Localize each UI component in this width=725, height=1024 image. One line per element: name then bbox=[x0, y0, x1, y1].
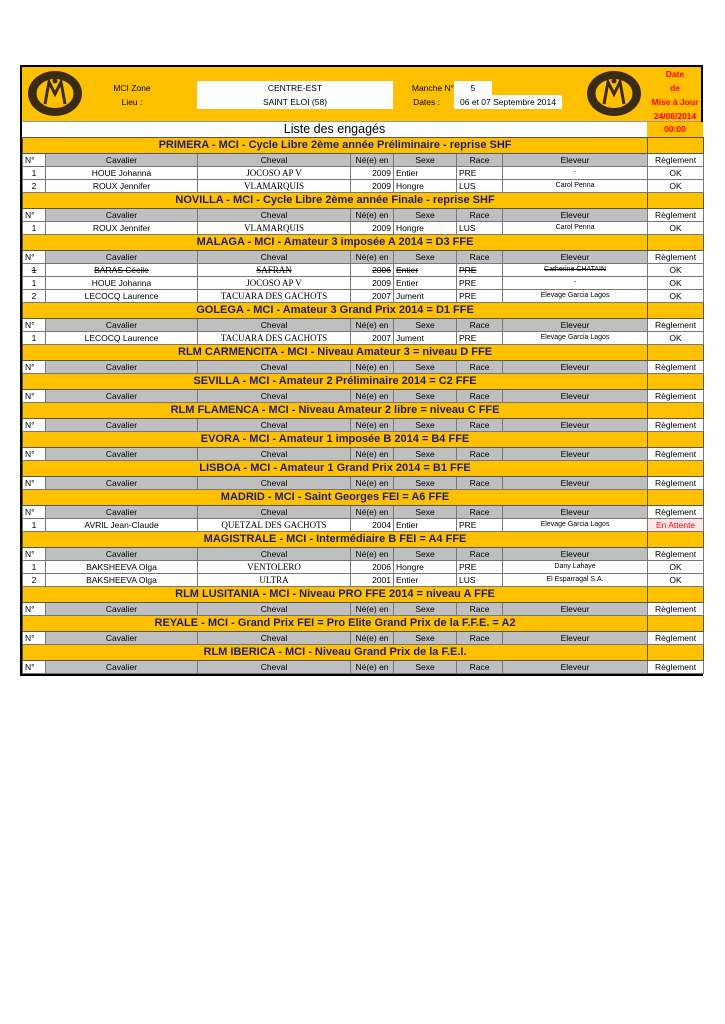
column-header-eleveur: Eleveur bbox=[503, 319, 648, 332]
table-row bbox=[23, 222, 704, 235]
horse-name: JOCOSO AP V bbox=[198, 277, 351, 290]
section-title: RLM IBERICA - MCI - Niveau Grand Prix de la F.E.I. bbox=[23, 645, 648, 661]
payment-status: En Attente bbox=[648, 519, 704, 532]
horse-breed: PRE bbox=[457, 167, 503, 180]
column-header-race: Race bbox=[457, 603, 503, 616]
section-title: RLM LUSITANIA - MCI - Niveau PRO FFE 2014 = niveau A FFE bbox=[23, 587, 648, 603]
section-title-corner bbox=[648, 645, 704, 661]
right-logo-emblem bbox=[586, 70, 642, 117]
lieu-value: SAINT ELOI (58) bbox=[197, 95, 393, 109]
column-header-eleveur: Eleveur bbox=[503, 448, 648, 461]
horse-sex: Entier bbox=[394, 167, 457, 180]
column-header-reglement: Règlement bbox=[648, 209, 704, 222]
section-title-row bbox=[23, 303, 704, 319]
breeder-name: Dany Lahaye bbox=[503, 561, 648, 574]
column-header-cheval: Cheval bbox=[198, 419, 351, 432]
column-header-eleveur: Eleveur bbox=[503, 477, 648, 490]
birth-year: 2001 bbox=[351, 574, 394, 587]
column-header-reglement: Règlement bbox=[648, 448, 704, 461]
section-title-corner bbox=[648, 461, 704, 477]
horse-breed: LUS bbox=[457, 574, 503, 587]
section-title-corner bbox=[648, 616, 704, 632]
section-title-corner bbox=[648, 490, 704, 506]
column-header-cavalier: Cavalier bbox=[46, 632, 198, 645]
rider-name: HOUE Johanna bbox=[46, 167, 198, 180]
column-header-cavalier: Cavalier bbox=[46, 548, 198, 561]
section-title-corner bbox=[648, 345, 704, 361]
entry-number: 1 bbox=[23, 277, 46, 290]
column-header-ne: Né(e) en bbox=[351, 448, 394, 461]
column-header-race: Race bbox=[457, 506, 503, 519]
table-row bbox=[23, 561, 704, 574]
section-title-row bbox=[23, 403, 704, 419]
column-header-sexe: Sexe bbox=[394, 209, 457, 222]
section-title: EVORA - MCI - Amateur 1 imposée B 2014 = B4 FFE bbox=[23, 432, 648, 448]
column-header-row bbox=[23, 419, 704, 432]
payment-status: OK bbox=[648, 277, 704, 290]
section-title: NOVILLA - MCI - Cycle Libre 2ème année Finale - reprise SHF bbox=[23, 193, 648, 209]
column-header-ne: Né(e) en bbox=[351, 603, 394, 616]
column-header-num: N° bbox=[23, 632, 46, 645]
manche-label: Manche N° bbox=[411, 83, 454, 93]
update-time: 00:00 bbox=[647, 122, 703, 137]
column-header-cavalier: Cavalier bbox=[46, 419, 198, 432]
column-header-num: N° bbox=[23, 661, 46, 674]
entry-number: 1 bbox=[23, 222, 46, 235]
update-date: 24/08/2014 bbox=[653, 111, 697, 121]
update-label-3: Mise à Jour bbox=[651, 97, 699, 107]
section-title-row bbox=[23, 345, 704, 361]
horse-breed: PRE bbox=[457, 519, 503, 532]
column-header-ne: Né(e) en bbox=[351, 477, 394, 490]
column-header-cheval: Cheval bbox=[198, 477, 351, 490]
horse-sex: Hongre bbox=[394, 561, 457, 574]
section-title: LISBOA - MCI - Amateur 1 Grand Prix 2014 = B1 FFE bbox=[23, 461, 648, 477]
column-header-eleveur: Eleveur bbox=[503, 603, 648, 616]
column-header-cavalier: Cavalier bbox=[46, 390, 198, 403]
column-header-eleveur: Eleveur bbox=[503, 361, 648, 374]
breeder-name: El Esparragal S.A. bbox=[503, 574, 648, 587]
column-header-row bbox=[23, 251, 704, 264]
section-title: GOLEGA - MCI - Amateur 3 Grand Prix 2014 = D1 FFE bbox=[23, 303, 648, 319]
table-row bbox=[23, 332, 704, 345]
column-header-num: N° bbox=[23, 390, 46, 403]
column-header-sexe: Sexe bbox=[394, 632, 457, 645]
column-header-num: N° bbox=[23, 548, 46, 561]
column-header-cheval: Cheval bbox=[198, 548, 351, 561]
column-header-num: N° bbox=[23, 361, 46, 374]
section-title: SEVILLA - MCI - Amateur 2 Préliminaire 2014 = C2 FFE bbox=[23, 374, 648, 390]
column-header-ne: Né(e) en bbox=[351, 632, 394, 645]
column-header-race: Race bbox=[457, 154, 503, 167]
column-header-sexe: Sexe bbox=[394, 661, 457, 674]
column-header-cavalier: Cavalier bbox=[46, 603, 198, 616]
table-row bbox=[23, 574, 704, 587]
payment-status: OK bbox=[648, 332, 704, 345]
section-title-row bbox=[23, 461, 704, 477]
horse-sex: Entier bbox=[394, 574, 457, 587]
column-header-reglement: Règlement bbox=[648, 419, 704, 432]
column-header-cheval: Cheval bbox=[198, 506, 351, 519]
column-header-sexe: Sexe bbox=[394, 319, 457, 332]
column-header-race: Race bbox=[457, 661, 503, 674]
column-header-ne: Né(e) en bbox=[351, 319, 394, 332]
left-logo-emblem bbox=[27, 70, 83, 117]
entry-number: 2 bbox=[23, 290, 46, 303]
sheet-header bbox=[22, 67, 701, 121]
table-row bbox=[23, 167, 704, 180]
column-header-cheval: Cheval bbox=[198, 154, 351, 167]
horse-sex: Entier bbox=[394, 277, 457, 290]
column-header-ne: Né(e) en bbox=[351, 390, 394, 403]
column-header-row bbox=[23, 448, 704, 461]
section-title: RLM CARMENCITA - MCI - Niveau Amateur 3 = niveau D FFE bbox=[23, 345, 648, 361]
birth-year: 2004 bbox=[351, 519, 394, 532]
section-title-corner bbox=[648, 374, 704, 390]
entry-number: 2 bbox=[23, 574, 46, 587]
column-header-cavalier: Cavalier bbox=[46, 477, 198, 490]
payment-status: OK bbox=[648, 222, 704, 235]
rider-name: BAKSHEEVA Olga bbox=[46, 561, 198, 574]
entry-number: 1 bbox=[23, 561, 46, 574]
column-header-eleveur: Eleveur bbox=[503, 548, 648, 561]
entry-number: 1 bbox=[23, 264, 46, 277]
column-header-reglement: Règlement bbox=[648, 661, 704, 674]
birth-year: 2007 bbox=[351, 332, 394, 345]
column-header-reglement: Règlement bbox=[648, 603, 704, 616]
payment-status: OK bbox=[648, 290, 704, 303]
column-header-num: N° bbox=[23, 506, 46, 519]
payment-status: OK bbox=[648, 180, 704, 193]
horse-name: VLAMARQUIS bbox=[198, 180, 351, 193]
section-title-corner bbox=[648, 193, 704, 209]
rider-name: LECOCQ Laurence bbox=[46, 332, 198, 345]
rider-name: LECOCQ Laurence bbox=[46, 290, 198, 303]
entry-number: 1 bbox=[23, 167, 46, 180]
section-title-corner bbox=[648, 138, 704, 154]
section-title: MAGISTRALE - MCI - Intermédiaire B FEI = A4 FFE bbox=[23, 532, 648, 548]
update-date-cell bbox=[647, 67, 703, 121]
lieu-label: Lieu : bbox=[121, 97, 143, 107]
breeder-name: Catherine CHATAIN bbox=[503, 264, 648, 277]
update-label-2: de bbox=[670, 83, 680, 93]
column-header-reglement: Règlement bbox=[648, 361, 704, 374]
birth-year: 2009 bbox=[351, 180, 394, 193]
column-header-row bbox=[23, 603, 704, 616]
section-title-row bbox=[23, 587, 704, 603]
horse-sex: Jument bbox=[394, 290, 457, 303]
column-header-race: Race bbox=[457, 632, 503, 645]
horse-sex: Jument bbox=[394, 332, 457, 345]
section-title-row bbox=[23, 432, 704, 448]
column-header-ne: Né(e) en bbox=[351, 251, 394, 264]
table-row bbox=[23, 277, 704, 290]
horse-breed: PRE bbox=[457, 332, 503, 345]
rider-name: BARAS Cécile bbox=[46, 264, 198, 277]
liste-row bbox=[22, 121, 701, 137]
column-header-ne: Né(e) en bbox=[351, 361, 394, 374]
column-header-num: N° bbox=[23, 477, 46, 490]
horse-sex: Hongre bbox=[394, 222, 457, 235]
birth-year: 2006 bbox=[351, 561, 394, 574]
zone-label: MCI Zone bbox=[113, 83, 151, 93]
column-header-sexe: Sexe bbox=[394, 448, 457, 461]
column-header-row bbox=[23, 506, 704, 519]
section-title: REYALE - MCI - Grand Prix FEI = Pro Elite Grand Prix de la F.F.E. = A2 bbox=[23, 616, 648, 632]
column-header-row bbox=[23, 319, 704, 332]
payment-status: OK bbox=[648, 561, 704, 574]
column-header-row bbox=[23, 661, 704, 674]
column-header-num: N° bbox=[23, 319, 46, 332]
update-label-1: Date bbox=[665, 69, 685, 79]
column-header-num: N° bbox=[23, 419, 46, 432]
section-title: MALAGA - MCI - Amateur 3 imposée A 2014 = D3 FFE bbox=[23, 235, 648, 251]
column-header-eleveur: Eleveur bbox=[503, 209, 648, 222]
breeder-name: Carol Penna bbox=[503, 180, 648, 193]
breeder-name: Elevage Garcia Lagos bbox=[503, 290, 648, 303]
horse-breed: PRE bbox=[457, 277, 503, 290]
column-header-sexe: Sexe bbox=[394, 251, 457, 264]
column-header-cheval: Cheval bbox=[198, 361, 351, 374]
horse-name: VLAMARQUIS bbox=[198, 222, 351, 235]
breeder-name: Carol Penna bbox=[503, 222, 648, 235]
column-header-eleveur: Eleveur bbox=[503, 632, 648, 645]
column-header-sexe: Sexe bbox=[394, 154, 457, 167]
dates-label: Dates : bbox=[413, 97, 440, 107]
horse-breed: PRE bbox=[457, 264, 503, 277]
rider-name: BAKSHEEVA Olga bbox=[46, 574, 198, 587]
column-header-row bbox=[23, 390, 704, 403]
column-header-eleveur: Eleveur bbox=[503, 419, 648, 432]
column-header-cavalier: Cavalier bbox=[46, 361, 198, 374]
birth-year: 2009 bbox=[351, 277, 394, 290]
column-header-sexe: Sexe bbox=[394, 506, 457, 519]
section-title-row bbox=[23, 490, 704, 506]
column-header-reglement: Règlement bbox=[648, 548, 704, 561]
section-title: PRIMERA - MCI - Cycle Libre 2ème année Préliminaire - reprise SHF bbox=[23, 138, 648, 154]
birth-year: 2006 bbox=[351, 264, 394, 277]
horse-name: VENTOLERO bbox=[198, 561, 351, 574]
column-header-cavalier: Cavalier bbox=[46, 448, 198, 461]
section-title-corner bbox=[648, 235, 704, 251]
payment-status: OK bbox=[648, 264, 704, 277]
rider-name: AVRIL Jean-Claude bbox=[46, 519, 198, 532]
column-header-cheval: Cheval bbox=[198, 632, 351, 645]
column-header-race: Race bbox=[457, 209, 503, 222]
column-header-num: N° bbox=[23, 209, 46, 222]
breeder-name: - bbox=[503, 277, 648, 290]
section-title-corner bbox=[648, 403, 704, 419]
column-header-cheval: Cheval bbox=[198, 390, 351, 403]
entries-table bbox=[22, 137, 704, 674]
column-header-race: Race bbox=[457, 319, 503, 332]
column-header-eleveur: Eleveur bbox=[503, 251, 648, 264]
column-header-cheval: Cheval bbox=[198, 209, 351, 222]
entry-number: 1 bbox=[23, 519, 46, 532]
table-row bbox=[23, 180, 704, 193]
column-header-sexe: Sexe bbox=[394, 603, 457, 616]
horse-name: SAFRAN bbox=[198, 264, 351, 277]
column-header-sexe: Sexe bbox=[394, 390, 457, 403]
column-header-race: Race bbox=[457, 419, 503, 432]
column-header-reglement: Règlement bbox=[648, 390, 704, 403]
section-title-row bbox=[23, 138, 704, 154]
birth-year: 2009 bbox=[351, 222, 394, 235]
column-header-reglement: Règlement bbox=[648, 632, 704, 645]
horse-name: JOCOSO AP V bbox=[198, 167, 351, 180]
column-header-row bbox=[23, 632, 704, 645]
breeder-name: - bbox=[503, 167, 648, 180]
horse-name: ULTRA bbox=[198, 574, 351, 587]
section-title: RLM FLAMENCA - MCI - Niveau Amateur 2 libre = niveau C FFE bbox=[23, 403, 648, 419]
horse-sex: Entier bbox=[394, 264, 457, 277]
column-header-reglement: Règlement bbox=[648, 154, 704, 167]
breeder-name: Elevage Garcia Lagos bbox=[503, 332, 648, 345]
column-header-eleveur: Eleveur bbox=[503, 661, 648, 674]
horse-breed: LUS bbox=[457, 222, 503, 235]
horse-breed: PRE bbox=[457, 561, 503, 574]
section-title-row bbox=[23, 532, 704, 548]
column-header-reglement: Règlement bbox=[648, 477, 704, 490]
column-header-row bbox=[23, 477, 704, 490]
column-header-sexe: Sexe bbox=[394, 419, 457, 432]
column-header-sexe: Sexe bbox=[394, 477, 457, 490]
column-header-cavalier: Cavalier bbox=[46, 209, 198, 222]
zone-value: CENTRE-EST bbox=[197, 81, 393, 95]
column-header-cheval: Cheval bbox=[198, 661, 351, 674]
column-header-row bbox=[23, 209, 704, 222]
section-title: MADRID - MCI - Saint Georges FEI = A6 FFE bbox=[23, 490, 648, 506]
horse-sex: Hongre bbox=[394, 180, 457, 193]
liste-title: Liste des engagés bbox=[283, 122, 386, 136]
column-header-race: Race bbox=[457, 390, 503, 403]
column-header-ne: Né(e) en bbox=[351, 209, 394, 222]
registration-sheet bbox=[20, 65, 703, 676]
column-header-row bbox=[23, 548, 704, 561]
column-header-cavalier: Cavalier bbox=[46, 506, 198, 519]
column-header-race: Race bbox=[457, 251, 503, 264]
horse-sex: Entier bbox=[394, 519, 457, 532]
horse-name: TACUARA DES GACHOTS bbox=[198, 290, 351, 303]
column-header-cheval: Cheval bbox=[198, 603, 351, 616]
column-header-ne: Né(e) en bbox=[351, 661, 394, 674]
table-row bbox=[23, 519, 704, 532]
column-header-eleveur: Eleveur bbox=[503, 154, 648, 167]
section-title-row bbox=[23, 193, 704, 209]
column-header-num: N° bbox=[23, 603, 46, 616]
breeder-name: Elevage Garcia Lagos bbox=[503, 519, 648, 532]
column-header-num: N° bbox=[23, 251, 46, 264]
section-title-corner bbox=[648, 303, 704, 319]
section-title-row bbox=[23, 235, 704, 251]
table-row bbox=[23, 264, 704, 277]
horse-breed: LUS bbox=[457, 180, 503, 193]
column-header-row bbox=[23, 154, 704, 167]
rider-name: ROUX Jennifer bbox=[46, 180, 198, 193]
column-header-race: Race bbox=[457, 548, 503, 561]
column-header-sexe: Sexe bbox=[394, 361, 457, 374]
column-header-cavalier: Cavalier bbox=[46, 319, 198, 332]
column-header-cheval: Cheval bbox=[198, 319, 351, 332]
column-header-ne: Né(e) en bbox=[351, 548, 394, 561]
column-header-cheval: Cheval bbox=[198, 448, 351, 461]
column-header-race: Race bbox=[457, 361, 503, 374]
section-title-corner bbox=[648, 587, 704, 603]
horse-name: QUETZAL DES GACHOTS bbox=[198, 519, 351, 532]
column-header-eleveur: Eleveur bbox=[503, 506, 648, 519]
manche-value: 5 bbox=[454, 81, 492, 95]
column-header-reglement: Règlement bbox=[648, 251, 704, 264]
section-title-corner bbox=[648, 532, 704, 548]
column-header-reglement: Règlement bbox=[648, 319, 704, 332]
column-header-row bbox=[23, 361, 704, 374]
column-header-race: Race bbox=[457, 448, 503, 461]
section-title-row bbox=[23, 374, 704, 390]
column-header-race: Race bbox=[457, 477, 503, 490]
dates-value: 06 et 07 Septembre 2014 bbox=[454, 95, 562, 109]
column-header-reglement: Règlement bbox=[648, 506, 704, 519]
column-header-cheval: Cheval bbox=[198, 251, 351, 264]
horse-breed: PRE bbox=[457, 290, 503, 303]
column-header-cavalier: Cavalier bbox=[46, 251, 198, 264]
horse-name: TACUARA DES GACHOTS bbox=[198, 332, 351, 345]
section-title-corner bbox=[648, 432, 704, 448]
column-header-sexe: Sexe bbox=[394, 548, 457, 561]
section-title-row bbox=[23, 616, 704, 632]
column-header-ne: Né(e) en bbox=[351, 154, 394, 167]
birth-year: 2007 bbox=[351, 290, 394, 303]
payment-status: OK bbox=[648, 574, 704, 587]
rider-name: HOUE Johanna bbox=[46, 277, 198, 290]
column-header-num: N° bbox=[23, 448, 46, 461]
column-header-ne: Né(e) en bbox=[351, 419, 394, 432]
column-header-eleveur: Eleveur bbox=[503, 390, 648, 403]
section-title-row bbox=[23, 645, 704, 661]
column-header-ne: Né(e) en bbox=[351, 506, 394, 519]
column-header-cavalier: Cavalier bbox=[46, 154, 198, 167]
table-row bbox=[23, 290, 704, 303]
rider-name: ROUX Jennifer bbox=[46, 222, 198, 235]
entry-number: 1 bbox=[23, 332, 46, 345]
birth-year: 2009 bbox=[351, 167, 394, 180]
column-header-num: N° bbox=[23, 154, 46, 167]
entry-number: 2 bbox=[23, 180, 46, 193]
column-header-cavalier: Cavalier bbox=[46, 661, 198, 674]
payment-status: OK bbox=[648, 167, 704, 180]
